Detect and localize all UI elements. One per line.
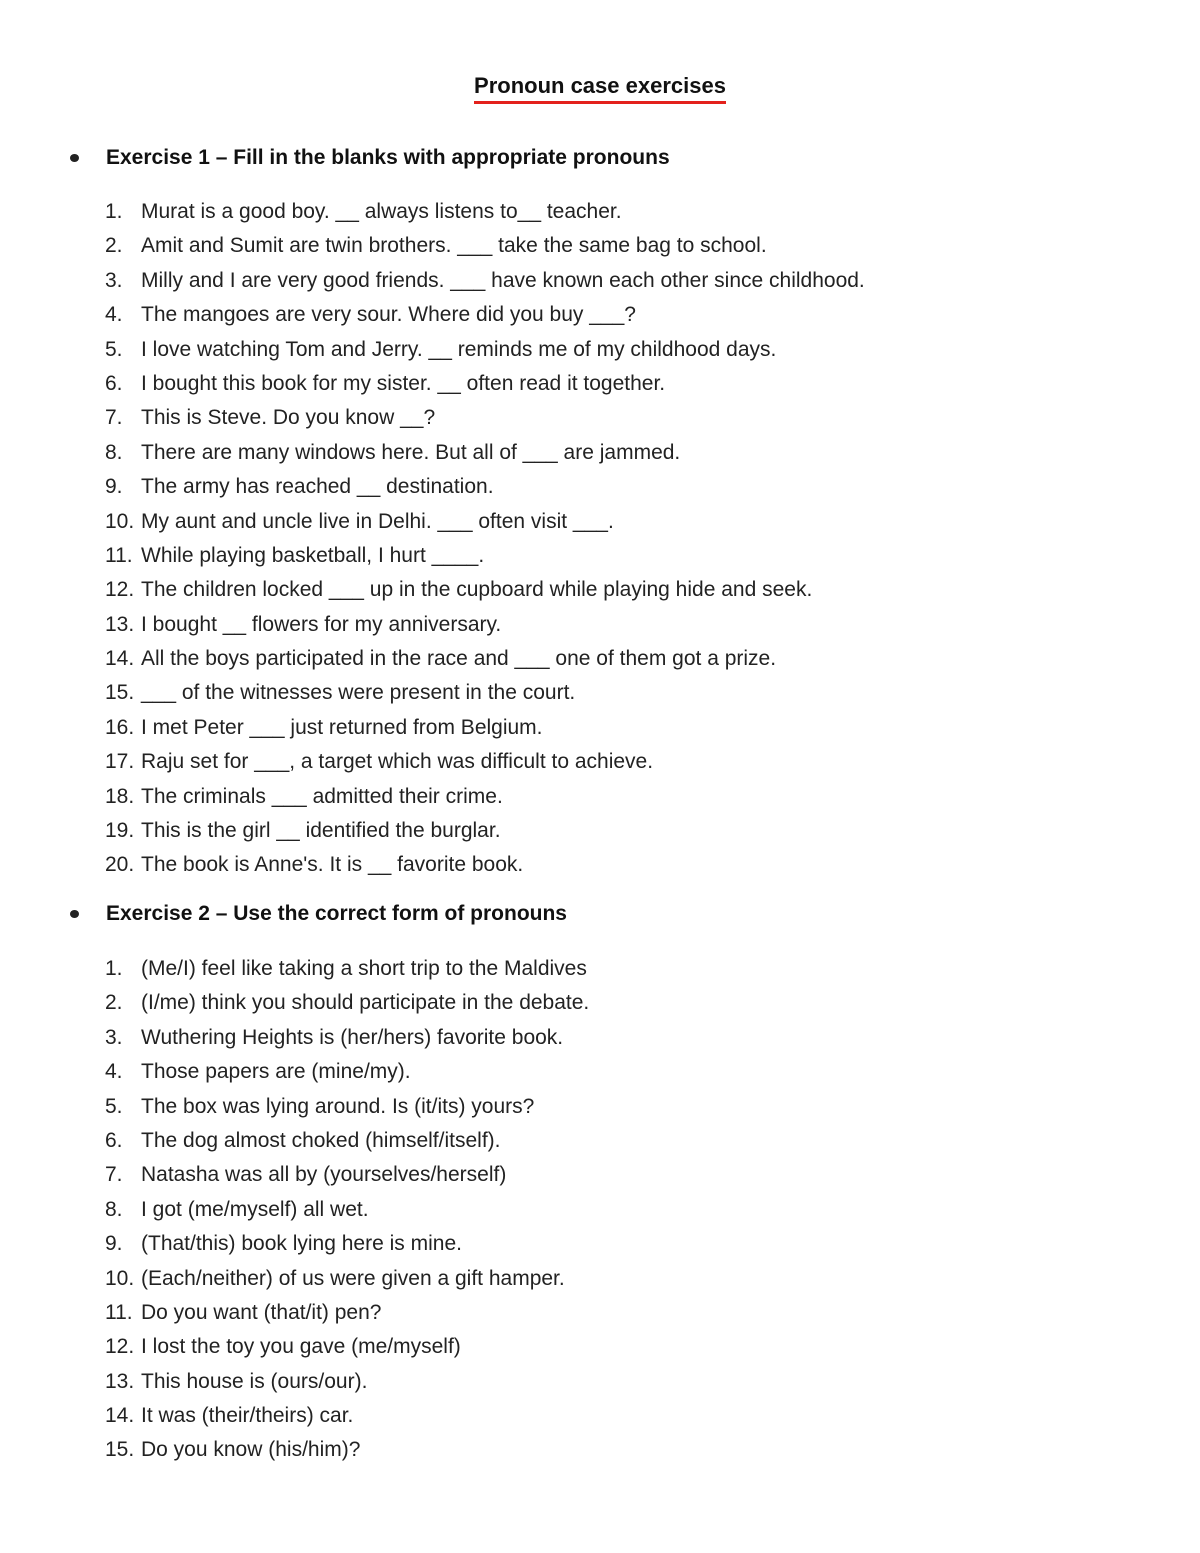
item-number: 19.	[105, 819, 135, 843]
item-number: 12.	[105, 578, 135, 602]
item-number: 6.	[105, 371, 123, 395]
item-number: 16.	[105, 715, 135, 739]
item-number: 13.	[105, 1369, 135, 1393]
item-text: This house is (ours/our).	[141, 1369, 368, 1393]
item-number: 11.	[105, 1300, 133, 1324]
item-text: This is Steve. Do you know __?	[141, 406, 436, 430]
item-number: 3.	[105, 268, 123, 292]
item-text: I love watching Tom and Jerry. __ reminds me of my childhood days.	[141, 337, 777, 361]
list-item	[0, 267, 1200, 301]
list-item	[0, 783, 1200, 817]
item-number: 1.	[105, 957, 123, 980]
list-item	[0, 679, 1200, 713]
list-item	[0, 955, 1200, 989]
list-item	[0, 404, 1200, 438]
item-text: (Each/neither) of us were given a gift hamper.	[141, 1266, 565, 1290]
exercise-1-list	[0, 198, 1200, 886]
list-item	[0, 542, 1200, 576]
list-item	[0, 473, 1200, 507]
exercise-2-section	[0, 900, 1200, 1462]
list-item	[0, 1368, 1200, 1402]
item-text: (I/me) think you should participate in the debate.	[141, 991, 590, 1015]
item-number: 15.	[105, 1438, 135, 1462]
item-text: I got (me/myself) all wet.	[141, 1197, 369, 1221]
item-text: Raju set for ___, a target which was difficult to achieve.	[141, 750, 654, 774]
item-text: (That/this) book lying here is mine.	[141, 1232, 462, 1256]
list-item	[0, 370, 1200, 404]
item-text: The box was lying around. Is (it/its) yours?	[141, 1094, 535, 1118]
bullet-icon	[70, 910, 79, 918]
item-text: I bought this book for my sister. __ often read it together.	[141, 371, 666, 395]
item-text: While playing basketball, I hurt ____.	[141, 543, 485, 567]
item-text: I bought __ flowers for my anniversary.	[141, 612, 502, 636]
item-number: 5.	[105, 1094, 123, 1118]
item-number: 14.	[105, 647, 135, 671]
list-item	[0, 817, 1200, 851]
item-number: 17.	[105, 750, 135, 774]
list-item	[0, 1436, 1200, 1470]
item-text: Milly and I are very good friends. ___ have known each other since childhood.	[141, 268, 865, 292]
item-text: Wuthering Heights is (her/hers) favorite book.	[141, 1025, 564, 1049]
list-item	[0, 1402, 1200, 1436]
list-item	[0, 611, 1200, 645]
list-item	[0, 301, 1200, 335]
item-text: Murat is a good boy. __ always listens to__ teacher.	[141, 200, 622, 223]
list-item	[0, 336, 1200, 370]
item-number: 18.	[105, 784, 135, 808]
list-item	[0, 232, 1200, 266]
item-number: 15.	[105, 681, 135, 705]
list-item	[0, 508, 1200, 542]
item-text: All the boys participated in the race and ___ one of them got a prize.	[141, 647, 777, 671]
list-item	[0, 1196, 1200, 1230]
item-text: Those papers are (mine/my).	[141, 1060, 411, 1084]
item-text: Do you know (his/him)?	[141, 1438, 361, 1462]
list-item	[0, 1093, 1200, 1127]
list-item	[0, 1161, 1200, 1195]
item-text: This is the girl __ identified the burglar.	[141, 819, 501, 843]
exercise-2-heading-text: Exercise 2 – Use the correct form of pronouns	[106, 902, 567, 925]
item-number: 2.	[105, 234, 123, 258]
item-number: 7.	[105, 406, 123, 430]
list-item	[0, 851, 1200, 885]
item-number: 12.	[105, 1335, 135, 1359]
item-text: I met Peter ___ just returned from Belgium.	[141, 715, 543, 739]
item-number: 14.	[105, 1404, 135, 1428]
item-number: 10.	[105, 1266, 135, 1290]
list-item	[0, 576, 1200, 610]
list-item	[0, 1333, 1200, 1367]
list-item	[0, 714, 1200, 748]
item-text: The army has reached __ destination.	[141, 475, 494, 499]
item-number: 3.	[105, 1025, 123, 1049]
item-number: 4.	[105, 1060, 123, 1084]
list-item	[0, 1265, 1200, 1299]
list-item	[0, 198, 1200, 232]
list-item	[0, 748, 1200, 782]
item-number: 9.	[105, 475, 123, 499]
bullet-icon	[70, 154, 79, 162]
exercise-1-section	[0, 144, 1200, 877]
item-text: Amit and Sumit are twin brothers. ___ take the same bag to school.	[141, 234, 767, 258]
item-number: 8.	[105, 440, 123, 464]
item-number: 2.	[105, 991, 123, 1015]
exercise-1-heading-text: Exercise 1 – Fill in the blanks with appropriate pronouns	[106, 146, 670, 169]
list-item	[0, 1024, 1200, 1058]
list-item	[0, 1058, 1200, 1092]
item-text: Do you want (that/it) pen?	[141, 1300, 382, 1324]
item-text: The children locked ___ up in the cupboard while playing hide and seek.	[141, 578, 813, 602]
item-text: It was (their/theirs) car.	[141, 1404, 354, 1428]
item-number: 13.	[105, 612, 135, 636]
item-number: 6.	[105, 1128, 123, 1152]
item-number: 5.	[105, 337, 123, 361]
document-title-text: Pronoun case exercises	[474, 72, 726, 104]
item-text: There are many windows here. But all of ___ are jammed.	[141, 440, 681, 464]
item-number: 11.	[105, 543, 133, 567]
item-text: The criminals ___ admitted their crime.	[141, 784, 503, 808]
list-item	[0, 1127, 1200, 1161]
list-item	[0, 645, 1200, 679]
item-text: Natasha was all by (yourselves/herself)	[141, 1163, 507, 1187]
item-text: My aunt and uncle live in Delhi. ___ often visit ___.	[141, 509, 614, 533]
item-number: 20.	[105, 853, 135, 877]
list-item	[0, 1299, 1200, 1333]
item-text: The book is Anne's. It is __ favorite book.	[141, 853, 524, 877]
item-number: 1.	[105, 200, 123, 223]
list-item	[0, 439, 1200, 473]
item-text: The mangoes are very sour. Where did you buy ___?	[141, 303, 636, 327]
exercise-2-list	[0, 955, 1200, 1471]
document-title	[0, 72, 1200, 104]
item-text: I lost the toy you gave (me/myself)	[141, 1335, 461, 1359]
item-number: 7.	[105, 1163, 123, 1187]
item-number: 9.	[105, 1232, 123, 1256]
item-number: 4.	[105, 303, 123, 327]
item-number: 8.	[105, 1197, 123, 1221]
item-text: The dog almost choked (himself/itself).	[141, 1128, 501, 1152]
item-text: (Me/I) feel like taking a short trip to the Maldives	[141, 957, 587, 980]
item-number: 10.	[105, 509, 135, 533]
list-item	[0, 989, 1200, 1023]
exercise-2-heading	[0, 900, 1200, 930]
exercise-1-heading	[0, 144, 1200, 174]
item-text: ___ of the witnesses were present in the court.	[141, 681, 576, 705]
list-item	[0, 1230, 1200, 1264]
